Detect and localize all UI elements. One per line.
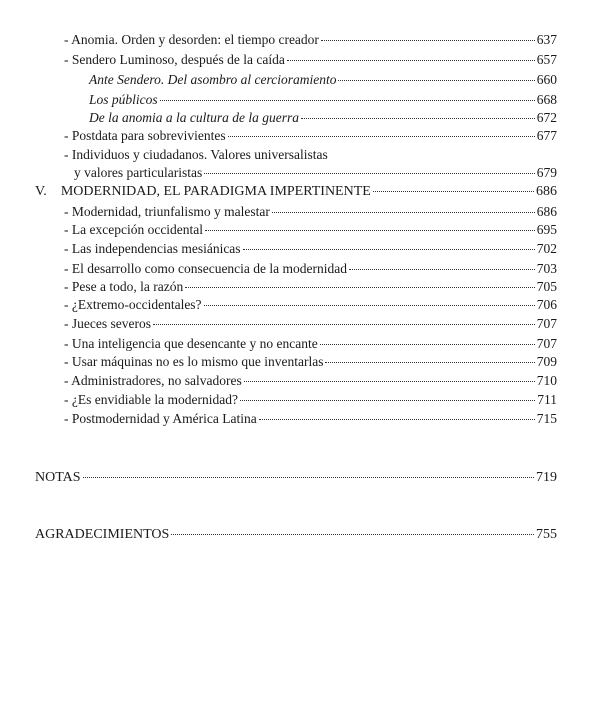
chapter-page: 686 [536, 184, 557, 199]
dot-leader [185, 287, 535, 288]
dot-leader [338, 80, 534, 81]
toc-entry-page: 657 [536, 52, 557, 67]
dot-leader [301, 118, 535, 119]
toc-subentry [89, 110, 557, 126]
toc-entry-page: 679 [536, 165, 557, 180]
toc-entry [64, 336, 557, 352]
dot-leader [204, 305, 535, 306]
toc-entry-title: - Jueces severos [64, 316, 151, 331]
dot-leader [349, 269, 535, 270]
toc-entry [64, 411, 557, 427]
section-title: AGRADECIMIENTOS [35, 527, 170, 542]
toc-entry [64, 52, 557, 68]
dot-leader [83, 477, 534, 478]
dot-leader [205, 230, 535, 231]
dot-leader [259, 419, 535, 420]
dot-leader [287, 60, 535, 61]
dot-leader [243, 249, 535, 250]
toc-entry-title: - Administradores, no salvadores [64, 373, 242, 388]
dot-leader [153, 324, 535, 325]
toc-subentry [89, 92, 557, 108]
toc-entry-page: 707 [536, 316, 557, 331]
toc-subentry-title: Los públicos [89, 92, 158, 107]
dot-leader [373, 191, 534, 192]
toc-entry-page: 707 [536, 336, 557, 351]
toc-entry-title-line2: y valores particularistas [74, 165, 203, 180]
chapter-number: V. [35, 184, 47, 199]
dot-leader [320, 344, 535, 345]
dot-leader [240, 400, 535, 401]
toc-entry-page: 710 [536, 373, 557, 388]
toc-entry-page: 637 [536, 32, 557, 47]
toc-subentry-page: 672 [536, 110, 557, 125]
toc-subentry-title: De la anomia a la cultura de la guerra [89, 110, 299, 125]
toc-entry-title: - ¿Extremo-occidentales? [64, 297, 202, 312]
dot-leader [160, 100, 535, 101]
toc-entry-title: - Postmodernidad y América Latina [64, 411, 257, 426]
toc-entry [64, 204, 557, 220]
toc-subentry [89, 72, 557, 88]
toc-entry-page: 677 [536, 128, 557, 143]
toc-entry-title: - Usar máquinas no es lo mismo que inventarlas [64, 354, 324, 369]
toc-entry [64, 316, 557, 332]
toc-entry-title: - La excepción occidental [64, 222, 204, 237]
toc-entry [64, 373, 557, 389]
toc-entry [64, 279, 557, 295]
toc-entry [64, 297, 557, 313]
toc-entry-page: 705 [536, 279, 557, 294]
toc-entry-title: - Anomia. Orden y desorden: el tiempo creador [64, 32, 319, 47]
toc-entry [64, 222, 557, 238]
dot-leader [171, 534, 534, 535]
toc-entry-page: 695 [536, 222, 557, 237]
toc-entry-page: 709 [536, 354, 557, 369]
toc-entry [64, 128, 557, 144]
toc-section-notas [35, 470, 557, 486]
toc-entry-title: - Una inteligencia que desencante y no encante [64, 336, 318, 351]
toc-entry-page: 711 [537, 392, 557, 407]
toc-entry [64, 241, 557, 257]
toc-entry-title-line1: - Individuos y ciudadanos. Valores universalistas [64, 147, 328, 162]
toc-subentry-page: 668 [536, 92, 557, 107]
toc-entry-page: 703 [536, 261, 557, 276]
dot-leader [325, 362, 534, 363]
toc-entry-page: 715 [536, 411, 557, 426]
toc-entry [64, 354, 557, 370]
toc-entry [74, 165, 557, 181]
toc-entry-page: 706 [536, 297, 557, 312]
toc-entry-title: - Pese a todo, la razón [64, 279, 184, 294]
section-page: 755 [536, 527, 557, 542]
toc-entry-title: - El desarrollo como consecuencia de la modernidad [64, 261, 348, 276]
dot-leader [244, 381, 535, 382]
dot-leader [204, 173, 535, 174]
chapter-title: MODERNIDAD, EL PARADIGMA IMPERTINENTE [60, 184, 371, 199]
toc-entry [64, 261, 557, 277]
toc-entry-title: - Las independencias mesiánicas [64, 241, 241, 256]
toc-entry-page: 702 [536, 241, 557, 256]
section-page: 719 [536, 470, 557, 485]
toc-entry-title: - Sendero Luminoso, después de la caída [64, 52, 285, 67]
toc-entry [64, 32, 557, 48]
toc-section-agradecimientos [35, 527, 557, 543]
dot-leader [272, 212, 535, 213]
toc-subentry-title: Ante Sendero. Del asombro al cercioramiento [89, 72, 337, 87]
section-title: NOTAS [35, 470, 81, 485]
toc-subentry-page: 660 [536, 72, 557, 87]
toc-chapter [35, 184, 557, 200]
toc-entry-title: - ¿Es envidiable la modernidad? [64, 392, 238, 407]
toc-entry-page: 686 [536, 204, 557, 219]
toc-entry-title: - Modernidad, triunfalismo y malestar [64, 204, 270, 219]
toc-entry [64, 392, 557, 408]
toc-entry-title: - Postdata para sobrevivientes [64, 128, 226, 143]
dot-leader [321, 40, 535, 41]
dot-leader [228, 136, 535, 137]
